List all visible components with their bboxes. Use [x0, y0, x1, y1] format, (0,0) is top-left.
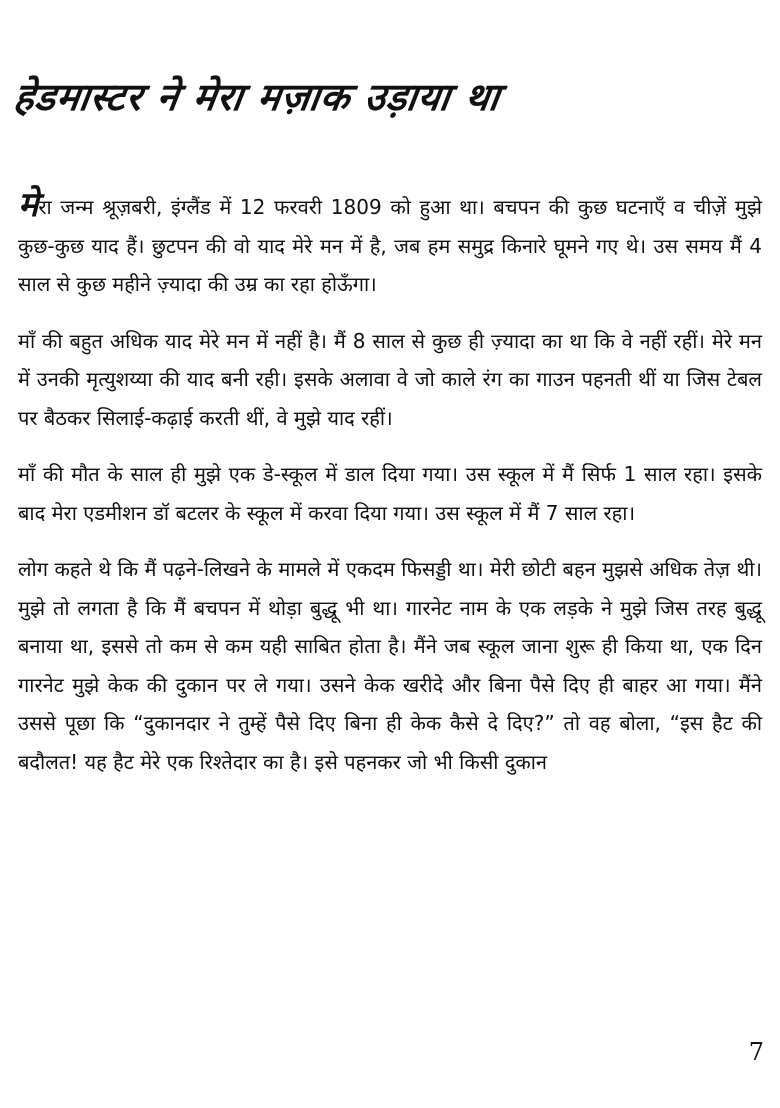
paragraph-2: माँ की बहुत अधिक याद मेरे मन में नहीं है। मैं 8 साल से कुछ ही ज़्यादा का था कि वे नहीं रहीं। मेरे मन में उनकी मृत्युशय्या की याद बनी रही। इसके अलावा वे जो काले रंग का गाउन पहनती थीं या जिस टेबल पर बैठकर सिलाई-कढ़ाई करती थीं, वे मुझे याद रहीं।	[18, 328, 762, 430]
paragraph-3: माँ की मौत के साल ही मुझे एक डे-स्कूल में डाल दिया गया। उस स्कूल में मैं सिर्फ 1 साल रहा। इसके बाद मेरा एडमीशन डॉ बटलर के स्कूल में करवा दिया गया। उस स्कूल में मैं 7 साल रहा।	[18, 462, 762, 525]
paragraph-1-text: रा जन्म श्रूज़बरी, इंग्लैंड में 12 फरवरी 1809 को हुआ था। बचपन की कुछ घटनाएँ व चीज़ें मुझे कुछ-कुछ याद हैं। छुटपन की वो याद मेरे मन में है, जब हम समुद्र किनारे घूमने गए थे। उस समय मैं 4 साल से कुछ महीने ज़्यादा की उम्र का रहा होऊँगा।	[18, 195, 762, 296]
drop-cap: मे	[18, 185, 39, 225]
paragraph-1	[18, 185, 762, 304]
page-number: 7	[748, 1038, 764, 1066]
chapter-title: हेडमास्टर ने मेरा मज़ाक उड़ाया था	[11, 75, 504, 119]
body-text	[18, 185, 762, 799]
paragraph-4: लोग कहते थे कि मैं पढ़ने-लिखने के मामले में एकदम फिसड्डी था। मेरी छोटी बहन मुझसे अधिक तेज़ थी। मुझे तो लगता है कि मैं बचपन में थोड़ा बुद्धू भी था। गारनेट नाम के एक लड़के ने मुझे जिस तरह बुद्धू बनाया था, इससे तो कम से कम यही साबित होता है। मैंने जब स्कूल जाना शुरू ही किया था, एक दिन गारनेट मुझे केक की दुकान पर ले गया। उसने केक खरीदे और बिना पैसे दिए ही बाहर आ गया। मैंने उससे पूछा कि “दुकानदार ने तुम्हें पैसे दिए बिना ही केक कैसे दे दिए?” तो वह बोला, “इस हैट की बदौलत! यह हैट मेरे एक रिश्तेदार का है। इसे पहनकर जो भी किसी दुकान	[18, 557, 762, 774]
